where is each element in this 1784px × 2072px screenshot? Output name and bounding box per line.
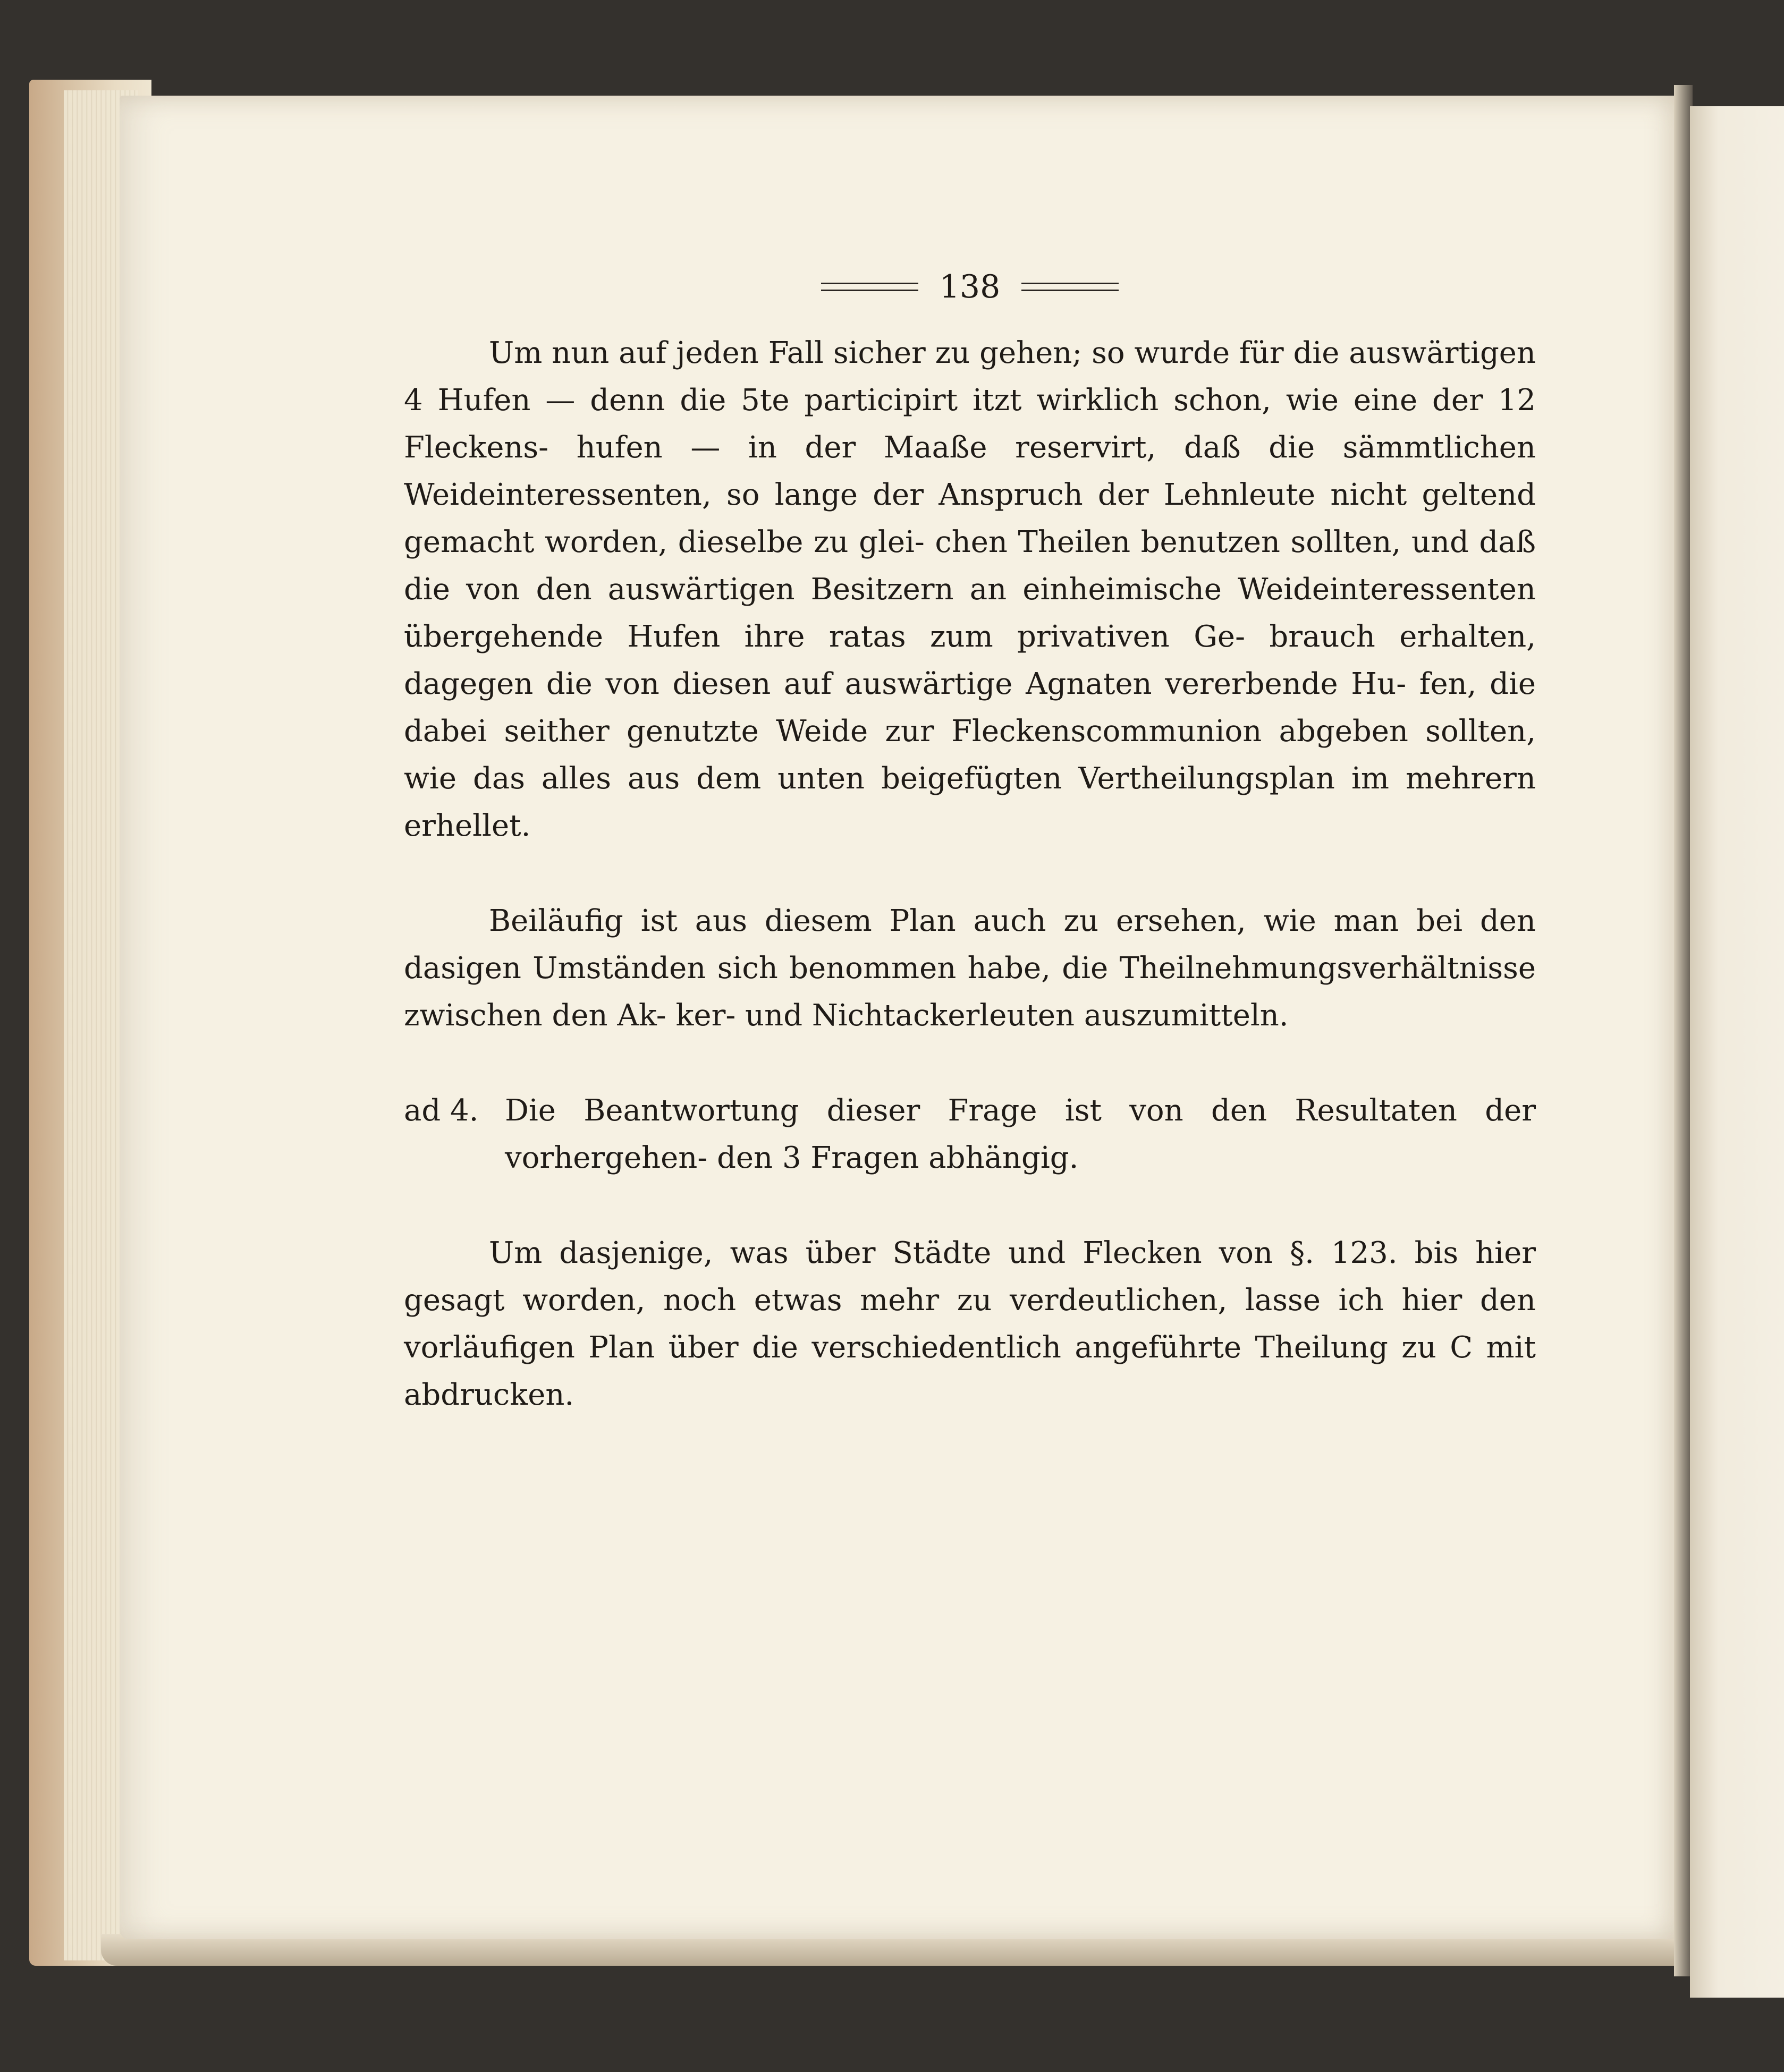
ad-item-label: ad 4. — [404, 1093, 479, 1128]
paragraph-3: Um dasjenige, was über Städte und Flecken von §. 123. bis hier gesagt worden, noch etwas mehr zu verdeutlichen, lasse ich hier den vorläufigen Plan über die verschiedentlich angeführte Theilung zu C mit abdrucken. — [404, 1236, 1536, 1412]
ad-item — [404, 1087, 1536, 1182]
ad-item-text: Die Beantwortung dieser Frage ist von den Resultaten der vorhergehen- den 3 Fragen abhängig. — [505, 1093, 1536, 1175]
page-number: 138 — [939, 268, 1001, 305]
paragraph-1: Um nun auf jeden Fall sicher zu gehen; so wurde für die auswärtigen 4 Hufen — denn die 5te participirt itzt wirklich schon, wie eine der 12 Fleckens- hufen — in der Maaße reservirt, daß die sämmtlichen Weideinteressenten, so lange der Anspruch der Lehnleute nicht geltend gemacht worden, dieselbe zu glei- chen Theilen benutzen sollten, und daß die von den auswärtigen Besitzern an einheimische Weideinteressenten übergehende Hufen ihre ratas zum privativen Ge- brauch erhalten, dagegen die von diesen auf auswärtige Agnaten vererbende Hu- fen, die dabei seither genutzte Weide zur Fleckenscommunion abgeben sollten, wie das alles aus dem unten beigefügten Vertheilungsplan im mehrern erhellet. — [404, 336, 1536, 843]
facing-page-edge — [1690, 106, 1784, 1998]
paragraph-2: Beiläufig ist aus diesem Plan auch zu ersehen, wie man bei den dasigen Umständen sich benommen habe, die Theilnehmungsverhältnisse zwischen den Ak- ker- und Nichtackerleuten auszumitteln. — [404, 904, 1536, 1033]
page-text — [404, 250, 1536, 1419]
